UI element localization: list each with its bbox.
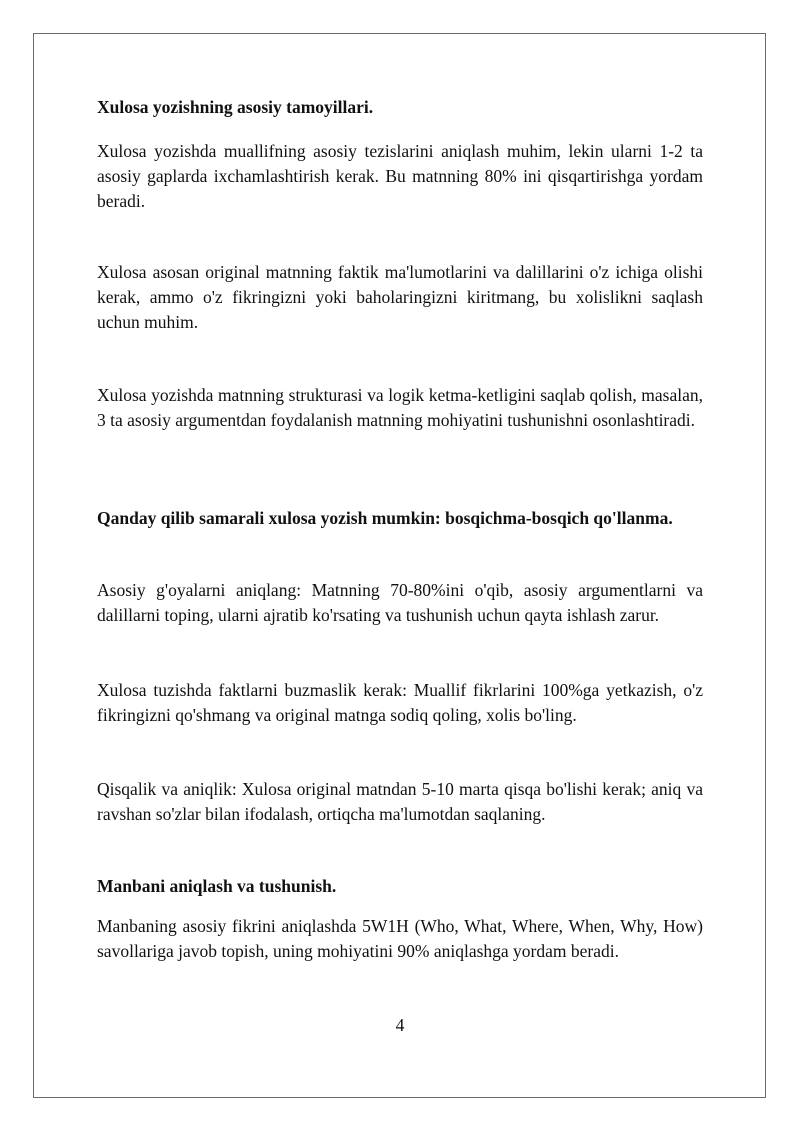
page-number: 4 — [395, 1015, 405, 1035]
paragraph: Xulosa yozishda matnning strukturasi va logik ketma-ketligini saqlab qolish, masalan, 3 ta asosiy argumentdan foydalanish matnning mohiyatini tushunishni osonlashtiradi. — [97, 385, 703, 430]
paragraph: Xulosa tuzishda faktlarni buzmaslik kerak: Muallif fikrlarini 100%ga yetkazish, o'z fikringizni qo'shmang va original matnga sodiq qoling, xolis bo'ling. — [97, 680, 703, 725]
paragraph: Manbaning asosiy fikrini aniqlashda 5W1H (Who, What, Where, When, Why, How) savollariga javob topish, uning mohiyatini 90% aniqlashga yordam beradi. — [97, 916, 703, 961]
paragraph: Xulosa asosan original matnning faktik ma'lumotlarini va dalillarini o'z ichiga olishi kerak, ammo o'z fikringizni yoki baholaringizni kiritmang, bu xolislikni saqlash uchun muhim. — [97, 262, 703, 332]
section-heading-principles: Xulosa yozishning asosiy tamoyillari. — [97, 97, 374, 117]
paragraph: Qisqalik va aniqlik: Xulosa original matndan 5-10 marta qisqa bo'lishi kerak; aniq va ravshan so'zlar bilan ifodalash, ortiqcha ma'lumotdan saqlaning. — [97, 779, 703, 824]
paragraph: Xulosa yozishda muallifning asosiy tezislarini aniqlash muhim, lekin ularni 1-2 ta asosiy gaplarda ixchamlashtirish kerak. Bu matnning 80% ini qisqartirishga yordam beradi. — [97, 141, 703, 211]
paragraph: Asosiy g'oyalarni aniqlang: Matnning 70-80%ini o'qib, asosiy argumentlarni va dalillarni toping, ularni ajratib ko'rsating va tushunish uchun qayta ishlash zarur. — [97, 580, 703, 625]
section-heading-source: Manbani aniqlash va tushunish. — [97, 876, 337, 896]
section-heading-guide: Qanday qilib samarali xulosa yozish mumkin: bosqichma-bosqich qo'llanma. — [97, 508, 673, 528]
